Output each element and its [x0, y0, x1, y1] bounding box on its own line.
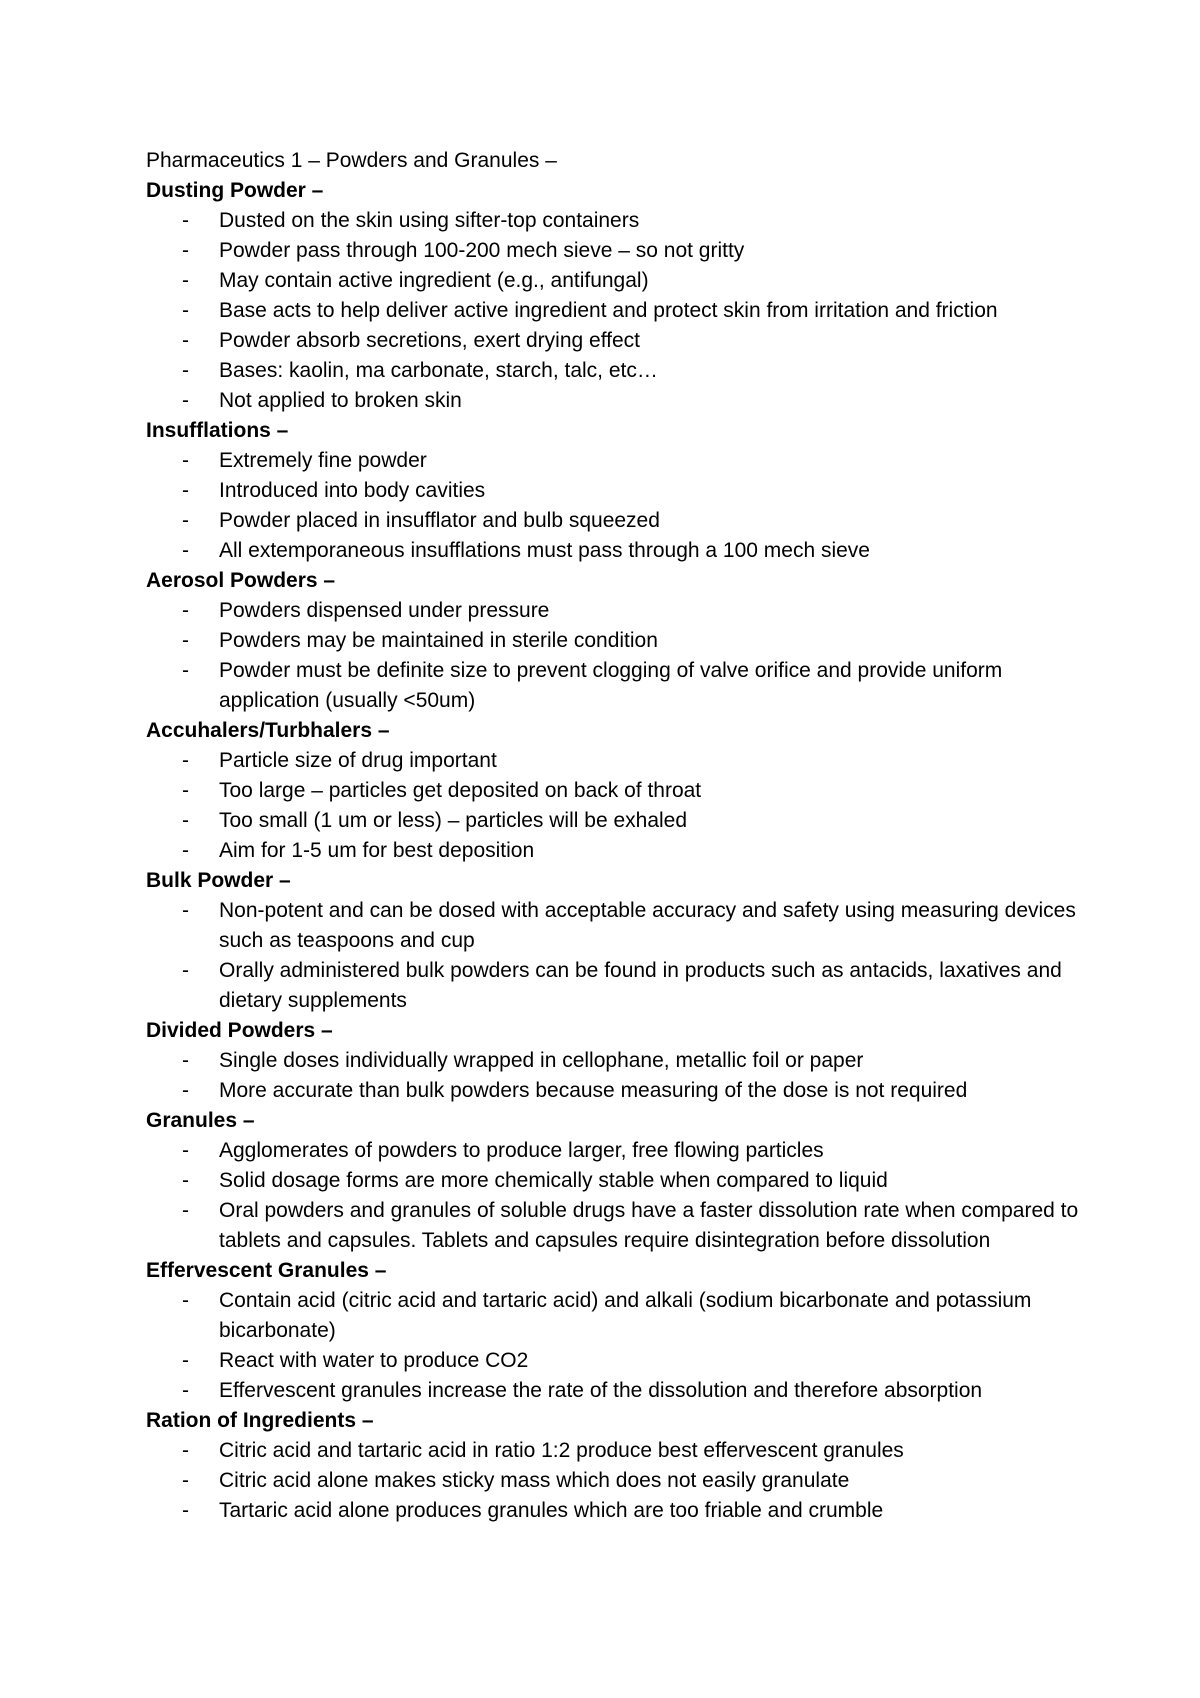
bullet-dash: - [182, 299, 189, 322]
bullet-dash: - [182, 779, 189, 802]
list-item-text: Too large – particles get deposited on back of throat [219, 779, 702, 802]
section [146, 1406, 1086, 1526]
bullet-dash: - [182, 1469, 189, 1492]
bullet-list [146, 746, 1086, 866]
list-item [146, 596, 1086, 626]
list-item [146, 206, 1086, 236]
bullet-list [146, 1436, 1086, 1526]
bullet-dash: - [182, 1079, 189, 1102]
list-item-text: Powder pass through 100-200 mech sieve – so not gritty [219, 239, 745, 262]
document-page [146, 146, 1086, 1526]
list-item [146, 296, 1086, 326]
section [146, 416, 1086, 566]
list-item-text: Effervescent granules increase the rate of the dissolution and therefore absorption [219, 1379, 983, 1402]
list-item-text: React with water to produce CO2 [219, 1349, 529, 1372]
section-heading: Ration of Ingredients – [146, 1409, 374, 1432]
list-item-text: Dusted on the skin using sifter-top containers [219, 209, 640, 232]
list-item [146, 746, 1086, 776]
section-heading: Aerosol Powders – [146, 569, 336, 592]
bullet-dash: - [182, 959, 189, 982]
section-heading: Divided Powders – [146, 1019, 333, 1042]
list-item [146, 506, 1086, 536]
list-item-text: Powders may be maintained in sterile condition [219, 629, 658, 652]
bullet-dash: - [182, 659, 189, 682]
list-item-text: Particle size of drug important [219, 749, 497, 772]
list-item [146, 386, 1086, 416]
bullet-dash: - [182, 899, 189, 922]
section [146, 1256, 1086, 1406]
list-item-text: Powder placed in insufflator and bulb squeezed [219, 509, 660, 532]
bullet-dash: - [182, 599, 189, 622]
list-item [146, 236, 1086, 266]
bullet-list [146, 1136, 1086, 1256]
bullet-dash: - [182, 1439, 189, 1462]
list-item-text: Oral powders and granules of soluble drugs have a faster dissolution rate when compared to tablets and capsules. Tablets and capsules require disintegration before dissolution [219, 1199, 1079, 1252]
list-item-text: Tartaric acid alone produces granules which are too friable and crumble [219, 1499, 884, 1522]
section-heading: Granules – [146, 1109, 255, 1132]
list-item [146, 1196, 1086, 1256]
section [146, 1106, 1086, 1256]
list-item [146, 1046, 1086, 1076]
section [146, 716, 1086, 866]
list-item-text: May contain active ingredient (e.g., antifungal) [219, 269, 649, 292]
bullet-list [146, 206, 1086, 416]
list-item-text: Citric acid and tartaric acid in ratio 1:2 produce best effervescent granules [219, 1439, 904, 1462]
bullet-dash: - [182, 1289, 189, 1312]
list-item-text: Contain acid (citric acid and tartaric acid) and alkali (sodium bicarbonate and potassium bicarbonate) [219, 1289, 1032, 1342]
bullet-dash: - [182, 269, 189, 292]
list-item [146, 896, 1086, 956]
bullet-dash: - [182, 209, 189, 232]
list-item [146, 956, 1086, 1016]
section-heading: Bulk Powder – [146, 869, 291, 892]
list-item-text: Too small (1 um or less) – particles will be exhaled [219, 809, 688, 832]
bullet-dash: - [182, 539, 189, 562]
bullet-dash: - [182, 359, 189, 382]
bullet-dash: - [182, 1049, 189, 1072]
document-title: Pharmaceutics 1 – Powders and Granules – [146, 149, 557, 172]
list-item-text: Not applied to broken skin [219, 389, 462, 412]
bullet-dash: - [182, 329, 189, 352]
list-item [146, 326, 1086, 356]
bullet-dash: - [182, 1379, 189, 1402]
list-item [146, 476, 1086, 506]
bullet-dash: - [182, 749, 189, 772]
list-item [146, 536, 1086, 566]
list-item [146, 1346, 1086, 1376]
list-item [146, 266, 1086, 296]
section-heading: Effervescent Granules – [146, 1259, 387, 1282]
list-item [146, 1076, 1086, 1106]
list-item [146, 446, 1086, 476]
list-item-text: Bases: kaolin, ma carbonate, starch, talc, etc… [219, 359, 658, 382]
list-item-text: More accurate than bulk powders because measuring of the dose is not required [219, 1079, 968, 1102]
bullet-list [146, 446, 1086, 566]
list-item [146, 1466, 1086, 1496]
list-item-text: All extemporaneous insufflations must pass through a 100 mech sieve [219, 539, 870, 562]
list-item-text: Solid dosage forms are more chemically stable when compared to liquid [219, 1169, 888, 1192]
section-heading: Accuhalers/Turbhalers – [146, 719, 390, 742]
list-item [146, 1166, 1086, 1196]
section [146, 176, 1086, 416]
list-item-text: Powder must be definite size to prevent clogging of valve orifice and provide uniform application (usually <50um) [219, 659, 1003, 712]
list-item [146, 1496, 1086, 1526]
bullet-dash: - [182, 839, 189, 862]
list-item-text: Aim for 1-5 um for best deposition [219, 839, 535, 862]
bullet-dash: - [182, 809, 189, 832]
list-item-text: Introduced into body cavities [219, 479, 486, 502]
bullet-dash: - [182, 1169, 189, 1192]
list-item-text: Agglomerates of powders to produce larger, free flowing particles [219, 1139, 824, 1162]
list-item [146, 1376, 1086, 1406]
document-sections [146, 176, 1086, 1526]
list-item [146, 836, 1086, 866]
list-item-text: Powder absorb secretions, exert drying effect [219, 329, 640, 352]
list-item [146, 776, 1086, 806]
list-item-text: Powders dispensed under pressure [219, 599, 550, 622]
list-item [146, 806, 1086, 836]
list-item [146, 656, 1086, 716]
bullet-dash: - [182, 449, 189, 472]
bullet-dash: - [182, 1139, 189, 1162]
section [146, 566, 1086, 716]
bullet-dash: - [182, 1199, 189, 1222]
list-item [146, 626, 1086, 656]
bullet-dash: - [182, 1349, 189, 1372]
list-item-text: Citric acid alone makes sticky mass which does not easily granulate [219, 1469, 850, 1492]
bullet-list [146, 896, 1086, 1016]
section [146, 1016, 1086, 1106]
list-item [146, 1286, 1086, 1346]
bullet-dash: - [182, 239, 189, 262]
list-item-text: Single doses individually wrapped in cellophane, metallic foil or paper [219, 1049, 864, 1072]
list-item-text: Non-potent and can be dosed with acceptable accuracy and safety using measuring devices such as teaspoons and cup [219, 899, 1076, 952]
list-item [146, 1136, 1086, 1166]
bullet-dash: - [182, 479, 189, 502]
section-heading: Insufflations – [146, 419, 289, 442]
list-item [146, 1436, 1086, 1466]
list-item [146, 356, 1086, 386]
list-item-text: Orally administered bulk powders can be found in products such as antacids, laxatives and dietary supplements [219, 959, 1062, 1012]
bullet-dash: - [182, 509, 189, 532]
bullet-dash: - [182, 389, 189, 412]
bullet-list [146, 596, 1086, 716]
list-item-text: Extremely fine powder [219, 449, 427, 472]
bullet-dash: - [182, 629, 189, 652]
bullet-list [146, 1046, 1086, 1106]
list-item-text: Base acts to help deliver active ingredient and protect skin from irritation and friction [219, 299, 998, 322]
bullet-dash: - [182, 1499, 189, 1522]
section-heading: Dusting Powder – [146, 179, 324, 202]
section [146, 866, 1086, 1016]
bullet-list [146, 1286, 1086, 1406]
